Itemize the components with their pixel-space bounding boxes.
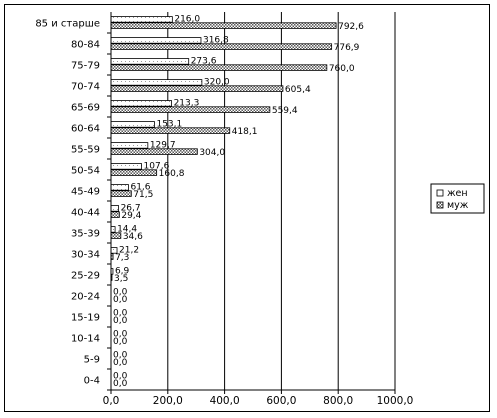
legend — [431, 184, 484, 213]
bar-muzh — [111, 212, 119, 218]
legend-swatch-zhen — [437, 190, 443, 196]
data-label-zhen: 320,0 — [203, 77, 230, 88]
data-label-zhen: 0,0 — [113, 329, 128, 340]
data-label-zhen: 0,0 — [113, 287, 128, 298]
category-label: 70-74 — [70, 81, 100, 93]
bar-muzh — [111, 65, 327, 71]
data-label-muzh: 34,6 — [122, 231, 143, 242]
category-label: 5-9 — [83, 354, 100, 366]
data-label-zhen: 21,2 — [119, 245, 140, 256]
data-label-zhen: 129,7 — [149, 140, 176, 151]
data-label-zhen: 26,7 — [120, 203, 141, 214]
bar-zhen — [111, 59, 189, 65]
category-label: 40-44 — [70, 207, 100, 219]
data-label-muzh: 29,4 — [121, 210, 142, 221]
data-label-zhen: 316,8 — [202, 35, 229, 46]
data-label-muzh: 776,9 — [333, 42, 360, 53]
data-label-muzh: 160,8 — [158, 168, 185, 179]
data-label-muzh: 792,6 — [338, 21, 364, 32]
data-label-muzh: 0,0 — [113, 357, 128, 368]
category-label: 75-79 — [70, 60, 100, 72]
data-label-muzh: 760,0 — [328, 63, 355, 74]
data-label-zhen: 107,6 — [143, 161, 170, 172]
data-label-muzh: 605,4 — [284, 84, 311, 95]
data-label-zhen: 14,4 — [117, 224, 138, 235]
category-label: 20-24 — [70, 291, 100, 303]
data-label-zhen: 213,3 — [173, 98, 200, 109]
x-tick-label: 200,0 — [152, 395, 183, 407]
x-tick-label: 0,0 — [102, 395, 120, 407]
legend-label-zhen: жен — [447, 188, 468, 199]
category-label: 25-29 — [70, 270, 100, 282]
x-tick-label: 1000,0 — [376, 395, 414, 407]
data-label-muzh: 3,5 — [113, 273, 129, 284]
data-label-zhen: 0,0 — [113, 350, 128, 361]
bar-zhen — [111, 122, 154, 128]
category-label: 55-59 — [70, 144, 100, 156]
data-label-zhen: 0,0 — [113, 308, 128, 319]
bar-zhen — [111, 227, 115, 233]
bar-zhen — [111, 101, 172, 107]
category-label: 35-39 — [70, 228, 100, 240]
data-label-muzh: 0,0 — [113, 378, 128, 389]
x-tick-label: 600,0 — [266, 395, 297, 407]
data-label-zhen: 153,1 — [156, 119, 183, 130]
bar-zhen — [111, 185, 128, 191]
bar-zhen — [111, 164, 142, 170]
bar-muzh — [111, 86, 283, 92]
data-label-muzh: 0,0 — [113, 315, 128, 326]
data-label-muzh: 71,5 — [133, 189, 154, 200]
data-label-zhen: 61,6 — [130, 182, 151, 193]
category-label: 65-69 — [70, 102, 100, 114]
data-label-muzh: 418,1 — [231, 126, 258, 137]
category-label: 10-14 — [70, 333, 100, 345]
bar-zhen — [111, 17, 172, 23]
data-label-zhen: 6,9 — [114, 266, 130, 277]
bar-zhen — [111, 38, 201, 44]
data-label-muzh: 0,0 — [113, 294, 128, 305]
category-label: 15-19 — [70, 312, 100, 324]
bar-zhen — [111, 206, 119, 212]
data-label-muzh: 0,0 — [113, 336, 128, 347]
data-label-muzh: 559,4 — [271, 105, 298, 116]
category-label: 45-49 — [70, 186, 100, 198]
category-label: 50-54 — [70, 165, 100, 177]
category-label: 60-64 — [70, 123, 100, 135]
data-label-zhen: 0,0 — [113, 371, 128, 382]
x-tick-label: 800,0 — [323, 395, 354, 407]
category-label: 85 и старше — [35, 18, 100, 30]
bar-muzh — [111, 191, 131, 197]
category-label: 30-34 — [70, 249, 100, 261]
data-label-muzh: 304,0 — [199, 147, 226, 158]
data-label-zhen: 216,0 — [174, 14, 201, 25]
category-label: 0-4 — [83, 375, 100, 387]
bar-zhen — [111, 80, 202, 86]
category-label: 80-84 — [70, 39, 100, 51]
legend-swatch-muzh — [437, 202, 443, 208]
data-label-zhen: 273,6 — [190, 56, 217, 67]
data-label-muzh: 7,3 — [115, 252, 130, 263]
x-tick-label: 400,0 — [209, 395, 240, 407]
bar-zhen — [111, 143, 148, 149]
bar-muzh — [111, 23, 336, 29]
legend-label-muzh: муж — [447, 200, 469, 211]
